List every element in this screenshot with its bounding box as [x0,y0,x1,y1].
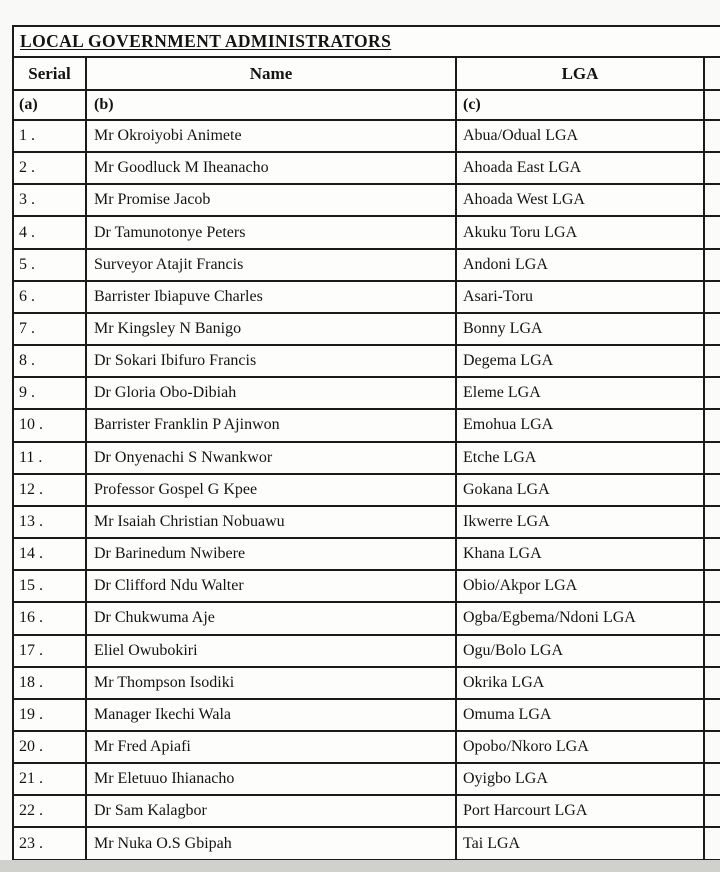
column-header-name: Name [87,58,457,89]
name-cell: Mr Okroiyobi Animete [87,121,457,151]
column-letter-c: (c) [457,91,705,119]
name-cell: Mr Kingsley N Banigo [87,314,457,344]
table-row [14,828,720,860]
table-row [14,443,720,475]
serial-cell: 21 . [14,764,87,794]
cropped-column-stub [705,121,720,151]
cropped-column-stub [705,282,720,312]
table-row [14,796,720,828]
lga-cell: Emohua LGA [457,410,705,440]
cropped-column-stub [705,346,720,376]
title-row [14,27,720,58]
lga-cell: Ogu/Bolo LGA [457,636,705,666]
table-row [14,121,720,153]
serial-cell: 12 . [14,475,87,505]
cropped-column-stub [705,250,720,280]
table-row [14,668,720,700]
column-header-row [14,58,720,91]
name-cell: Dr Onyenachi S Nwankwor [87,443,457,473]
lga-cell: Ogba/Egbema/Ndoni LGA [457,603,705,633]
table-row [14,378,720,410]
cropped-column-stub [705,539,720,569]
cropped-column-stub [705,217,720,247]
lga-cell: Ahoada East LGA [457,153,705,183]
serial-cell: 11 . [14,443,87,473]
name-cell: Manager Ikechi Wala [87,700,457,730]
name-cell: Professor Gospel G Kpee [87,475,457,505]
cropped-column-stub [705,378,720,408]
cropped-column-stub [705,636,720,666]
lga-cell: Etche LGA [457,443,705,473]
name-cell: Dr Tamunotonye Peters [87,217,457,247]
table-row [14,507,720,539]
table-row [14,282,720,314]
table-row [14,636,720,668]
serial-cell: 19 . [14,700,87,730]
column-header-lga: LGA [457,58,705,89]
cropped-column-stub [705,732,720,762]
serial-cell: 17 . [14,636,87,666]
table-row [14,700,720,732]
cropped-column-stub [705,668,720,698]
table-row [14,185,720,217]
cropped-column-stub [705,410,720,440]
table-row [14,314,720,346]
serial-cell: 22 . [14,796,87,826]
lga-cell: Okrika LGA [457,668,705,698]
lga-cell: Tai LGA [457,828,705,858]
name-cell: Barrister Franklin P Ajinwon [87,410,457,440]
cropped-column-stub [705,507,720,537]
serial-cell: 8 . [14,346,87,376]
serial-cell: 10 . [14,410,87,440]
cropped-column-stub [705,185,720,215]
lga-cell: Port Harcourt LGA [457,796,705,826]
name-cell: Dr Barinedum Nwibere [87,539,457,569]
table-row [14,153,720,185]
cropped-column-stub [705,603,720,633]
lga-cell: Obio/Akpor LGA [457,571,705,601]
table-row [14,410,720,442]
serial-cell: 6 . [14,282,87,312]
serial-cell: 14 . [14,539,87,569]
name-cell: Mr Isaiah Christian Nobuawu [87,507,457,537]
serial-cell: 16 . [14,603,87,633]
cropped-column-stub [705,475,720,505]
serial-cell: 13 . [14,507,87,537]
cropped-column-stub [705,796,720,826]
photo-bottom-edge [0,860,720,872]
lga-cell: Omuma LGA [457,700,705,730]
cropped-column-stub [705,764,720,794]
serial-cell: 9 . [14,378,87,408]
cropped-column-stub [705,91,720,119]
table-row [14,475,720,507]
cropped-column-stub [705,314,720,344]
page-title: LOCAL GOVERNMENT ADMINISTRATORS [20,31,392,51]
name-cell: Mr Fred Apiafi [87,732,457,762]
cropped-column-stub [705,828,720,858]
serial-cell: 18 . [14,668,87,698]
name-cell: Dr Chukwuma Aje [87,603,457,633]
table-row [14,250,720,282]
column-letter-row [14,91,720,121]
table-row [14,732,720,764]
lga-cell: Akuku Toru LGA [457,217,705,247]
lga-cell: Eleme LGA [457,378,705,408]
lga-cell: Abua/Odual LGA [457,121,705,151]
serial-cell: 3 . [14,185,87,215]
table-row [14,764,720,796]
lga-cell: Ahoada West LGA [457,185,705,215]
name-cell: Dr Sam Kalagbor [87,796,457,826]
lga-cell: Degema LGA [457,346,705,376]
serial-cell: 2 . [14,153,87,183]
lga-cell: Oyigbo LGA [457,764,705,794]
name-cell: Dr Gloria Obo-Dibiah [87,378,457,408]
name-cell: Barrister Ibiapuve Charles [87,282,457,312]
cropped-column-stub [705,153,720,183]
cropped-column-stub [705,700,720,730]
name-cell: Eliel Owubokiri [87,636,457,666]
serial-cell: 23 . [14,828,87,858]
column-letter-b: (b) [87,91,457,119]
table-row [14,603,720,635]
table-body [14,121,720,861]
serial-cell: 20 . [14,732,87,762]
lga-cell: Asari-Toru [457,282,705,312]
name-cell: Mr Eletuuo Ihianacho [87,764,457,794]
lga-cell: Khana LGA [457,539,705,569]
lga-cell: Ikwerre LGA [457,507,705,537]
serial-cell: 5 . [14,250,87,280]
serial-cell: 4 . [14,217,87,247]
administrators-table [12,25,720,861]
column-letter-a: (a) [14,91,87,119]
lga-cell: Gokana LGA [457,475,705,505]
cropped-column-stub [705,58,720,89]
name-cell: Mr Nuka O.S Gbipah [87,828,457,858]
cropped-column-stub [705,571,720,601]
name-cell: Mr Thompson Isodiki [87,668,457,698]
cropped-column-stub [705,443,720,473]
serial-cell: 7 . [14,314,87,344]
name-cell: Mr Promise Jacob [87,185,457,215]
name-cell: Dr Clifford Ndu Walter [87,571,457,601]
lga-cell: Bonny LGA [457,314,705,344]
name-cell: Mr Goodluck M Iheanacho [87,153,457,183]
name-cell: Dr Sokari Ibifuro Francis [87,346,457,376]
table-row [14,539,720,571]
table-row [14,346,720,378]
table-row [14,571,720,603]
column-header-serial: Serial [14,58,87,89]
table-row [14,217,720,249]
lga-cell: Andoni LGA [457,250,705,280]
name-cell: Surveyor Atajit Francis [87,250,457,280]
lga-cell: Opobo/Nkoro LGA [457,732,705,762]
serial-cell: 1 . [14,121,87,151]
serial-cell: 15 . [14,571,87,601]
